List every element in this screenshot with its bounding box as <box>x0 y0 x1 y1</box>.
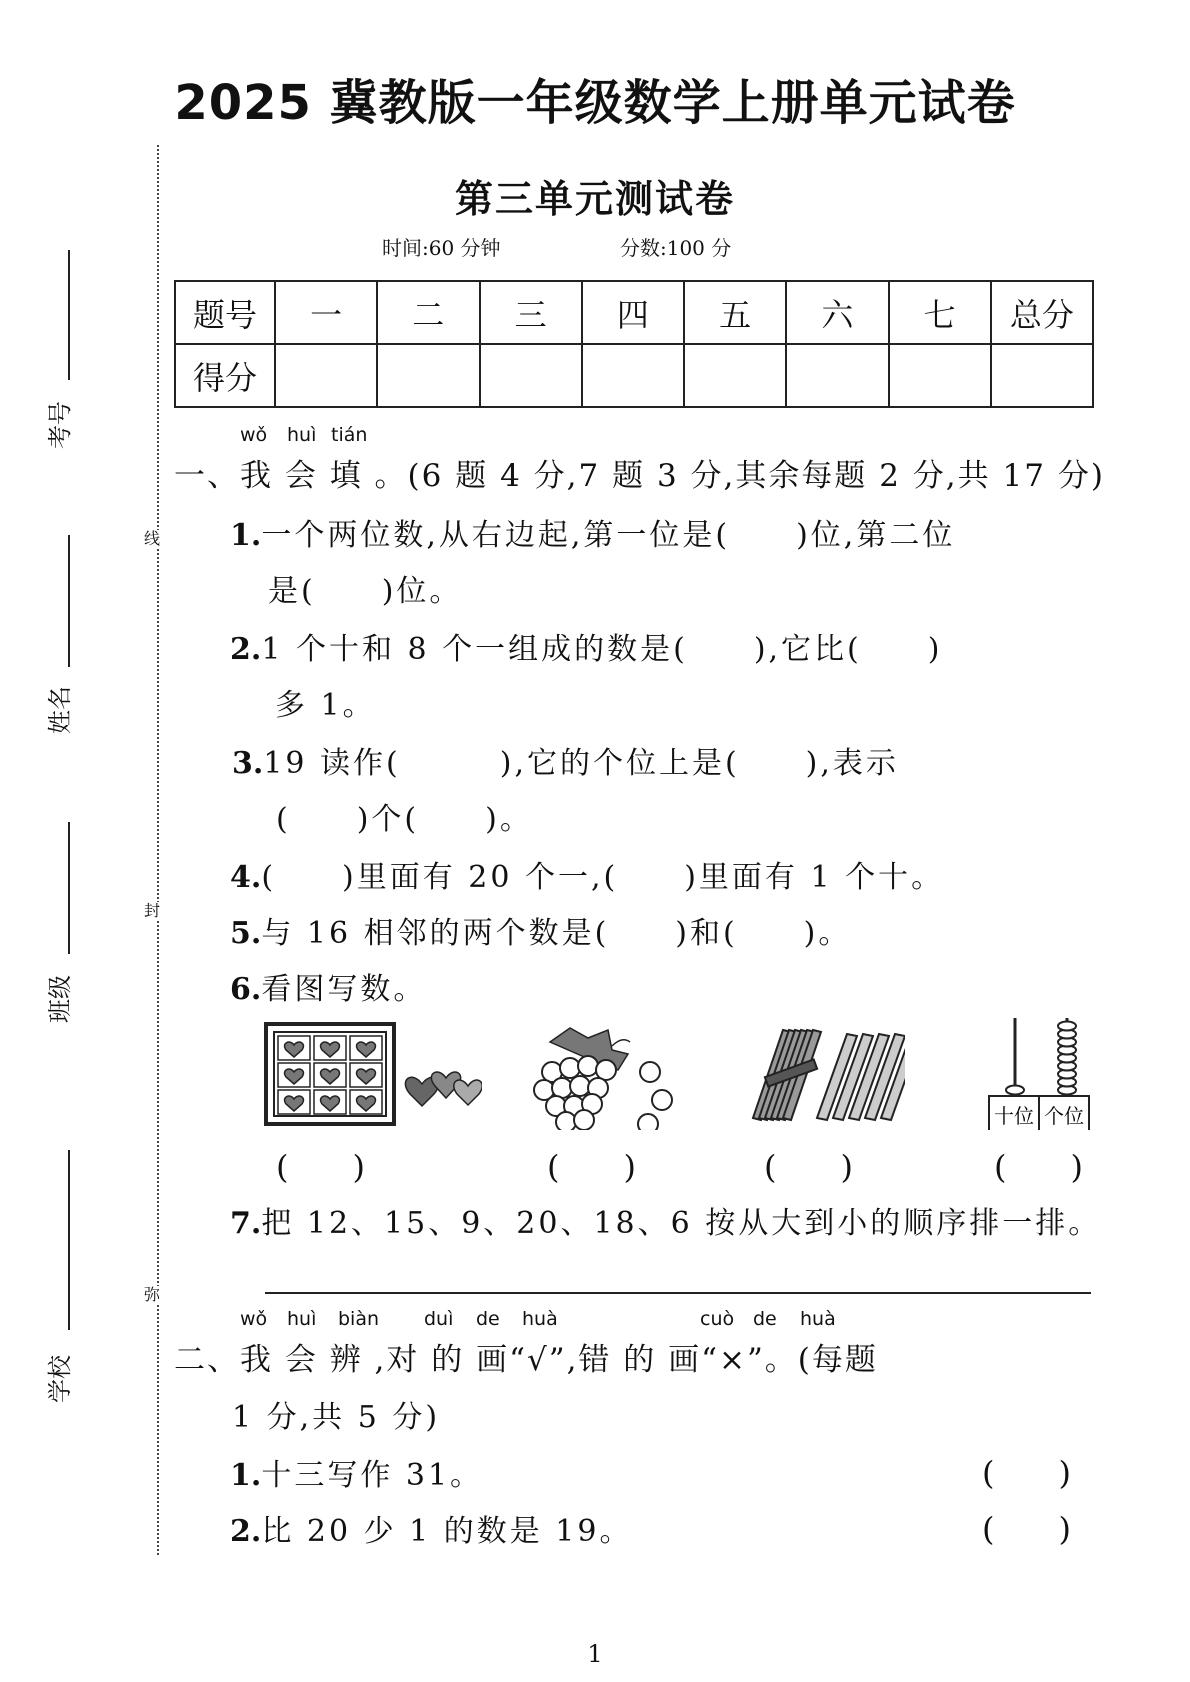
table-header-cell: 题号 <box>175 281 275 344</box>
question-1-5: 5.与 16 相邻的两个数是( )和( )。 <box>230 916 852 951</box>
table-header-cell: 六 <box>786 281 888 344</box>
question-2-2: 2.比 20 少 1 的数是 19。 <box>230 1514 633 1549</box>
name-line[interactable] <box>68 535 70 667</box>
pinyin-wo: wǒ <box>240 1308 268 1330</box>
score-info: 分数:100 分 <box>620 236 732 260</box>
score-cell[interactable] <box>377 344 479 407</box>
pinyin-bian: biàn <box>338 1308 380 1330</box>
school-line[interactable] <box>68 1150 70 1330</box>
section2-heading-cont: 1 分,共 5 分) <box>232 1400 441 1435</box>
table-header-cell: 四 <box>582 281 684 344</box>
score-row-label: 得分 <box>175 344 275 407</box>
score-cell[interactable] <box>275 344 377 407</box>
exam-number-label: 考号 <box>46 401 74 449</box>
exam-number-line[interactable] <box>68 250 70 380</box>
grape-icon <box>640 1062 660 1082</box>
grape-icon <box>560 1058 580 1078</box>
sticks-figure <box>745 1022 905 1132</box>
abacus-bead <box>1006 1086 1024 1095</box>
question-1-4: 4.( )里面有 20 个一,( )里面有 1 个十。 <box>230 860 945 895</box>
score-cell[interactable] <box>889 344 991 407</box>
pinyin-dui: duì <box>424 1308 454 1330</box>
binding-mark-mi: 弥 <box>144 1285 161 1304</box>
grapes-figure <box>530 1020 680 1130</box>
main-title: 2025 冀教版一年级数学上册单元试卷 <box>174 75 1016 131</box>
pinyin-hui: huì <box>287 1308 317 1330</box>
page-number: 1 <box>587 1640 603 1668</box>
section2-heading: 二、我 会 辨 ,对 的 画“√”,错 的 画“×”。(每题 <box>174 1342 878 1378</box>
score-cell[interactable] <box>480 344 582 407</box>
hearts-figure <box>262 1020 482 1130</box>
pinyin-hua: huà <box>800 1308 836 1330</box>
class-line[interactable] <box>68 822 70 954</box>
grape-icon <box>556 1112 576 1130</box>
abacus-label-tens: 十位 <box>994 1104 1034 1128</box>
time-info: 时间:60 分钟 <box>382 236 501 260</box>
score-cell[interactable] <box>786 344 888 407</box>
heart-icon <box>454 1080 482 1105</box>
grape-icon <box>552 1078 572 1098</box>
score-table-score-row <box>175 344 1093 407</box>
question-1-2: 2.1 个十和 8 个一组成的数是( ),它比( ) <box>230 632 943 667</box>
answer-paren-grapes[interactable]: ( ) <box>547 1148 636 1186</box>
question-1-1-cont: 是( )位。 <box>268 574 463 609</box>
pinyin-de: de <box>476 1308 500 1330</box>
binding-dotted-line <box>157 145 159 1555</box>
class-label: 班级 <box>46 975 74 1023</box>
table-header-cell: 三 <box>480 281 582 344</box>
name-label: 姓名 <box>46 686 74 734</box>
table-header-cell: 七 <box>889 281 991 344</box>
question-1-3-cont: ( )个( )。 <box>276 802 533 837</box>
pinyin-hui: huì <box>287 424 317 446</box>
judge-paren-2[interactable]: ( ) <box>982 1510 1071 1548</box>
abacus-figure <box>985 1010 1095 1130</box>
grape-icon <box>578 1056 598 1076</box>
question-2-1: 1.十三写作 31。 <box>230 1458 484 1493</box>
grape-icon <box>570 1076 590 1096</box>
q7-answer-line[interactable] <box>265 1292 1091 1294</box>
pinyin-wo: wǒ <box>240 424 268 446</box>
table-header-cell: 五 <box>684 281 786 344</box>
score-table <box>174 280 1094 408</box>
answer-paren-hearts[interactable]: ( ) <box>276 1148 365 1186</box>
grape-icon <box>638 1114 658 1130</box>
abacus-label-ones: 个位 <box>1044 1104 1084 1128</box>
table-header-cell: 总分 <box>991 281 1093 344</box>
question-1-7: 7.把 12、15、9、20、18、6 按从大到小的顺序排一排。 <box>230 1206 1102 1241</box>
pinyin-de: de <box>753 1308 777 1330</box>
pinyin-tian: tián <box>331 424 368 446</box>
section1-heading: 一、我 会 填 。(6 题 4 分,7 题 3 分,其余每题 2 分,共 17 分) <box>174 458 1105 494</box>
score-table-header-row <box>175 281 1093 344</box>
sub-title: 第三单元测试卷 <box>454 176 735 221</box>
pinyin-hua: huà <box>522 1308 558 1330</box>
binding-mark-feng: 封 <box>144 901 161 920</box>
question-1-1: 1.一个两位数,从右边起,第一位是( )位,第二位 <box>230 518 956 553</box>
table-header-cell: 一 <box>275 281 377 344</box>
judge-paren-1[interactable]: ( ) <box>982 1454 1071 1492</box>
school-label: 学校 <box>46 1355 74 1403</box>
score-cell[interactable] <box>991 344 1093 407</box>
pinyin-cuo: cuò <box>700 1308 735 1330</box>
grape-icon <box>596 1060 616 1080</box>
grape-vine-icon <box>612 1040 630 1046</box>
table-header-cell: 二 <box>377 281 479 344</box>
grape-icon <box>574 1110 594 1130</box>
question-1-2-cont: 多 1。 <box>275 688 376 723</box>
question-1-3: 3.19 读作( ),它的个位上是( ),表示 <box>232 746 899 781</box>
answer-paren-abacus[interactable]: ( ) <box>994 1148 1083 1186</box>
question-1-6: 6.看图写数。 <box>230 972 427 1007</box>
grape-icon <box>652 1090 672 1110</box>
abacus-bead <box>1058 1022 1076 1031</box>
answer-paren-sticks[interactable]: ( ) <box>764 1148 853 1186</box>
binding-mark-xian: 线 <box>144 529 161 548</box>
score-cell[interactable] <box>684 344 786 407</box>
score-cell[interactable] <box>582 344 684 407</box>
